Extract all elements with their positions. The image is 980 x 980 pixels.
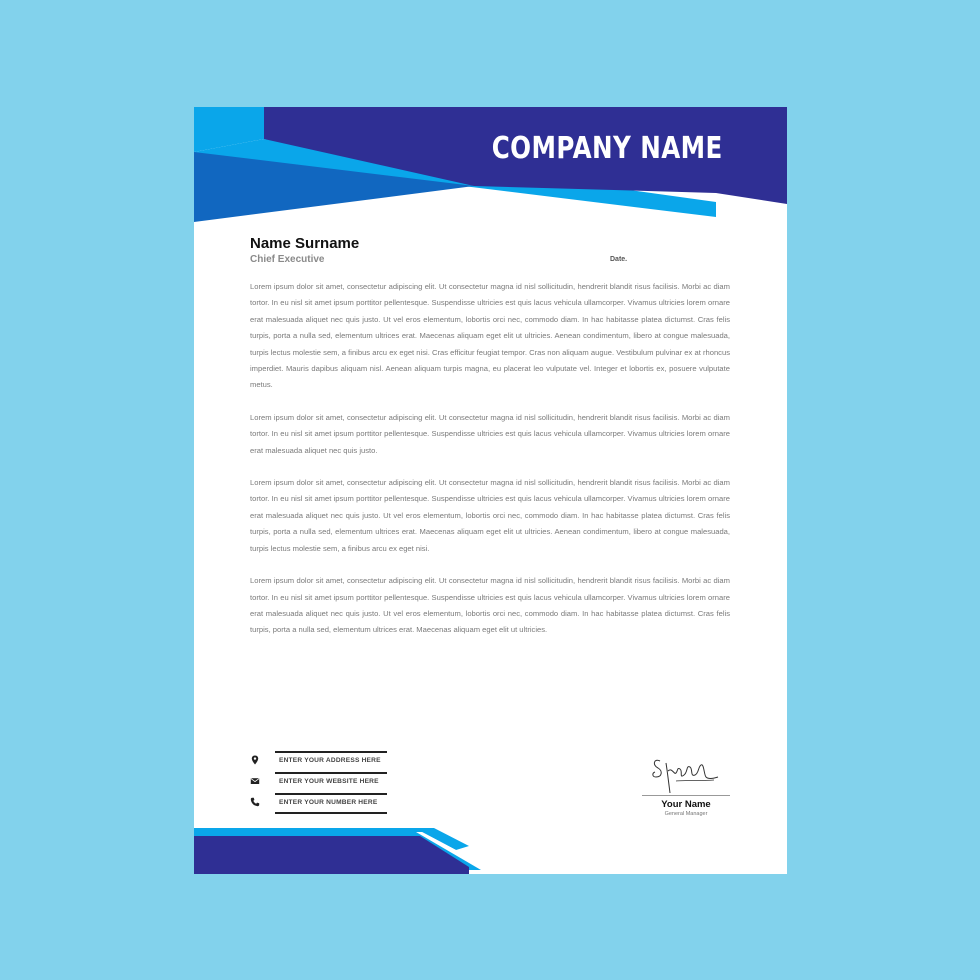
divider-line xyxy=(275,772,387,774)
signatory-name: Your Name xyxy=(661,799,711,810)
contact-phone xyxy=(250,793,390,813)
location-pin-icon xyxy=(250,755,260,765)
signatory-role: General Manager xyxy=(664,811,708,817)
phone-icon xyxy=(250,797,260,807)
body-paragraph: Lorem ipsum dolor sit amet, consectetur adipiscing elit. Ut consectetur magna id nisl sollicitudin, hendrerit blandit risus facilisis. Morbi ac diam tortor. In eu nisl sit amet ipsum porttitor pellentesque. Suspendisse ultricies est quis lacus vehicula ullamcorper. Vivamus ultricies lorem ornare erat malesuada aliquet nec quis justo. Ut vel eros elementum, lobortis orci nec, commodo diam. In hac habitasse platea dictumst. Cras felis turpis, porta a nulla sed, elementum ultrices erat. Maecenas aliquam eget elit ut ultricies. Aenean condimentum, libero at congue malesuada, turpis lectus molestie sem, a finibus arcu ex eget nisi. Cras efficitur feugiat tempor. Cras non aliquam augue. Vestibulum pulvinar ex at rhoncus imperdiet. Mauris dapibus aliquam nisl. Aenean aliquam turpis magna, eu placerat leo vulputate vel. Integer et lobortis ex, posuere vulputate metus. xyxy=(250,282,730,390)
handwritten-signature xyxy=(646,755,726,797)
body-paragraph: Lorem ipsum dolor sit amet, consectetur adipiscing elit. Ut consectetur magna id nisl sollicitudin, hendrerit blandit risus facilisis. Morbi ac diam tortor. In eu nisl sit amet ipsum porttitor pellentesque. Suspendisse ultricies est quis lacus vehicula ullamcorper. Vivamus ultricies lorem ornare erat malesuada aliquet nec quis justo. xyxy=(250,412,730,455)
footer-graphic xyxy=(194,824,787,874)
contact-address xyxy=(250,751,390,771)
body-paragraph: Lorem ipsum dolor sit amet, consectetur adipiscing elit. Ut consectetur magna id nisl sollicitudin, hendrerit blandit risus facilisis. Morbi ac diam tortor. In eu nisl sit amet ipsum porttitor pellentesque. Suspendisse ultricies est quis lacus vehicula ullamcorper. Vivamus ultricies lorem ornare erat malesuada aliquet nec quis justo. Ut vel eros elementum, lobortis orci nec, commodo diam. In hac habitasse platea dictumst. Cras felis turpis, porta a nulla sed, elementum ultrices erat. Maecenas aliquam eget elit ut ultricies. xyxy=(250,576,730,635)
date-label: Date. xyxy=(610,256,628,263)
header-graphic xyxy=(194,107,787,227)
sender-name: Name Surname xyxy=(250,235,360,252)
envelope-icon xyxy=(250,776,260,786)
address-field: ENTER YOUR ADDRESS HERE xyxy=(279,757,381,764)
company-name: COMPANY NAME xyxy=(491,131,723,166)
signature-line xyxy=(642,795,730,796)
letter-body xyxy=(250,279,730,655)
sender-title: Chief Executive xyxy=(250,254,325,265)
divider-line xyxy=(275,751,387,753)
letterhead-page xyxy=(194,107,787,874)
phone-field: ENTER YOUR NUMBER HERE xyxy=(279,799,378,806)
website-field: ENTER YOUR WEBSITE HERE xyxy=(279,778,379,785)
divider-line xyxy=(275,812,387,814)
divider-line xyxy=(275,793,387,795)
contact-website xyxy=(250,772,390,792)
body-paragraph: Lorem ipsum dolor sit amet, consectetur adipiscing elit. Ut consectetur magna id nisl sollicitudin, hendrerit blandit risus facilisis. Morbi ac diam tortor. In eu nisl sit amet ipsum porttitor pellentesque. Suspendisse ultricies est quis lacus vehicula ullamcorper. Vivamus ultricies lorem ornare erat malesuada aliquet nec quis justo. Ut vel eros elementum, lobortis orci nec, commodo diam. In hac habitasse platea dictumst. Cras felis turpis, porta a nulla sed, elementum ultrices erat. Maecenas aliquam eget elit ut ultricies. Aenean condimentum, libero at congue malesuada, turpis lectus molestie sem, a finibus arcu ex eget nisi. xyxy=(250,478,730,553)
